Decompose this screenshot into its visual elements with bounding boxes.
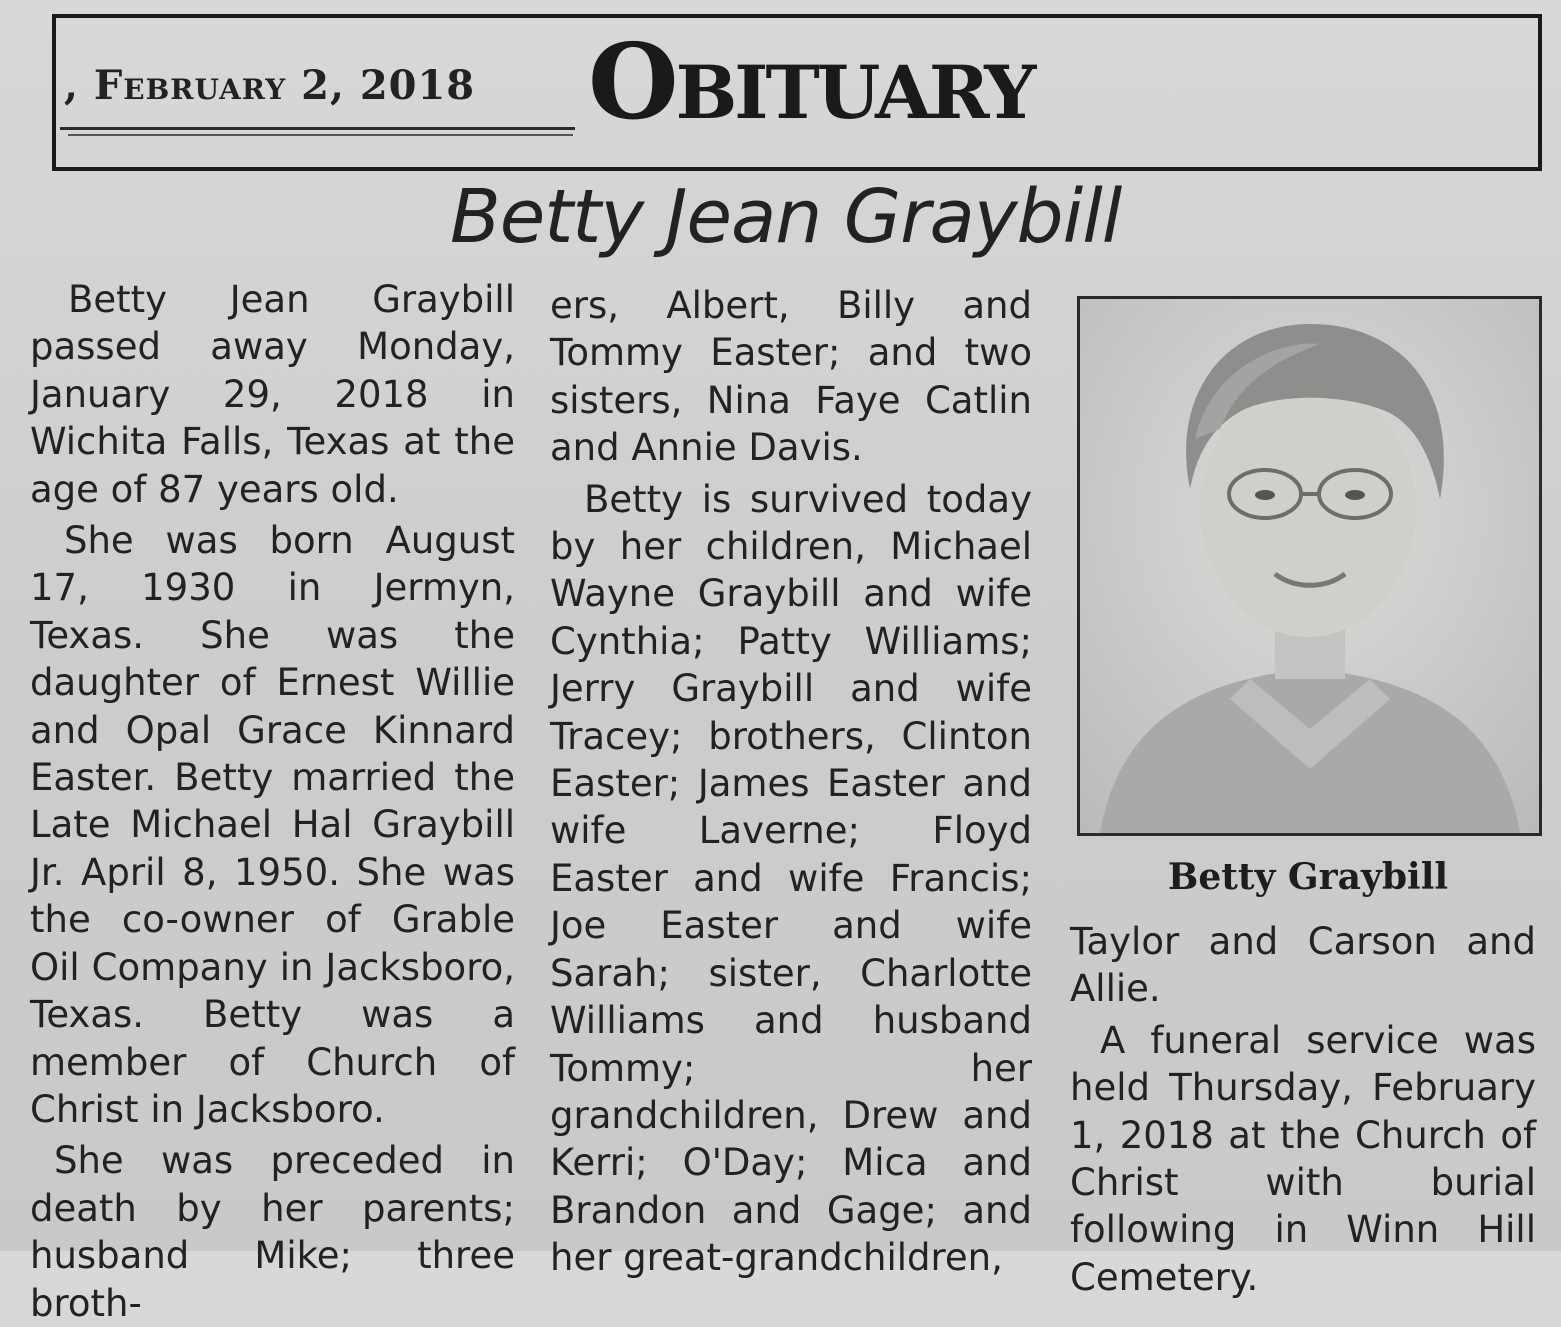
paragraph-biography: She was born August 17, 1930 in Jermyn, Texas. She was the daughter of Ernest Willie and Opal Grace Kinnard Easter. Betty married the Late Michael Hal Graybill Jr. April 8, 1950. She was the co-owner of Grable Oil Company in Jacksboro, Texas. Betty was a member of Church of Christ in Jacksboro.: [30, 519, 515, 1131]
paragraph-survivors: Betty is survived today by her children, Michael Wayne Graybill and wife Cynthia; Patty Williams; Jerry Graybill and wife Tracey; brothers, Clinton Easter; James Easter and wife Laverne; Floyd Easter and wife Francis; Joe Easter and wife Sarah; sister, Charlotte Williams and husband Tommy; her grandchildren, Drew and Kerri; O'Day; Mica and Brandon and Gage; and her great-grandchildren,: [550, 477, 1032, 1280]
paragraph-survivors-cont: Taylor and Carson and Allie.: [1070, 920, 1536, 1011]
portrait-photo: [1077, 296, 1542, 836]
paragraph-death-notice: Betty Jean Graybill passed away Monday, January 29, 2018 in Wichita Falls, Texas at the age of 87 years old.: [30, 278, 515, 511]
issue-date: , February 2, 2018: [60, 62, 575, 130]
deceased-name-heading: Betty Jean Graybill: [450, 174, 1122, 260]
photo-caption: Betty Graybill: [1167, 856, 1449, 898]
obituary-column-3: [1070, 918, 1536, 1301]
obituary-column-2: [550, 282, 1032, 1282]
paragraph-preceded-cont: ers, Albert, Billy and Tommy Easter; and two sisters, Nina Faye Catlin and Annie Davis.: [550, 284, 1032, 470]
section-title: [588, 20, 1034, 143]
obituary-column-1: [30, 276, 515, 1327]
paragraph-preceded: She was preceded in death by her parents; husband Mike; three broth-: [30, 1139, 515, 1325]
paragraph-funeral: A funeral service was held Thursday, February 1, 2018 at the Church of Christ with burial following in Winn Hill Cemetery.: [1070, 1018, 1536, 1299]
section-title-text: Obituary: [588, 20, 1034, 143]
portrait-image: [1080, 299, 1539, 833]
